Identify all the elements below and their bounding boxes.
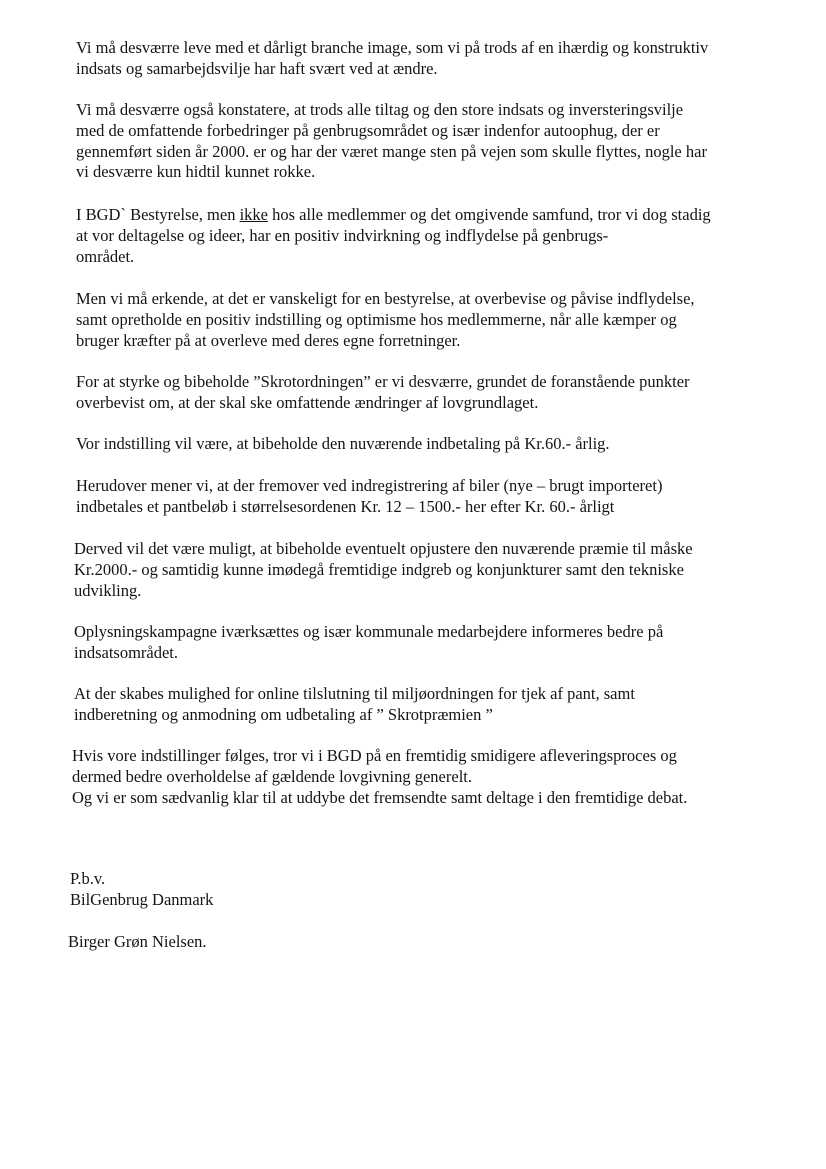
paragraph-3 [76,205,711,267]
paragraph-line: Derved vil det være muligt, at bibeholde eventuelt opjustere den nuværende præmie til måske [74,539,693,558]
paragraph-10 [74,684,635,726]
signature-organization: BilGenbrug Danmark [70,890,214,909]
paragraph-line: Vi må desværre leve med et dårligt branche image, som vi på trods af en ihærdig og konstruktiv [76,38,709,57]
signature-closing: P.b.v. [70,869,106,888]
paragraph-line: gennemført siden år 2000. er og har der været mange sten på vejen som skulle flyttes, nogle har [76,141,707,161]
paragraph-text: I BGD` Bestyrelse, men [76,205,240,224]
paragraph-line: Og vi er som sædvanlig klar til at uddybe det fremsendte samt deltage i den fremtidige debat. [72,787,688,807]
paragraph-text: hos alle medlemmer og det omgivende samfund, tror vi dog stadig [268,205,711,224]
paragraph-2 [76,100,707,183]
paragraph-line: Vi må desværre også konstatere, at trods alle tiltag og den store indsats og inversteringsvilje [76,100,684,119]
paragraph-line: overbevist om, at der skal ske omfattende ændringer af lovgrundlaget. [76,392,539,412]
paragraph-4 [76,289,695,351]
paragraph-line: Herudover mener vi, at der fremover ved indregistrering af biler (nye – brugt importeret) [76,476,663,495]
paragraph-line: dermed bedre overholdelse af gældende lovgivning generelt. [72,766,472,786]
paragraph-line: indsats og samarbejdsvilje har haft svært ved at ændre. [76,58,438,78]
paragraph-line: indbetales et pantbeløb i størrelsesordenen Kr. 12 – 1500.- her efter Kr. 60.- årligt [76,496,615,516]
paragraph-line: For at styrke og bibeholde ”Skrotordningen” er vi desværre, grundet de foranstående punkter [76,372,690,391]
paragraph-1 [76,38,708,80]
paragraph-line: at vor deltagelse og ideer, har en positiv indvirkning og indflydelse på genbrugs- [76,225,609,245]
paragraph-line: samt opretholde en positiv indstilling og optimisme hos medlemmerne, når alle kæmper og [76,309,677,329]
paragraph-8 [74,539,693,601]
paragraph-line: udvikling. [74,580,142,600]
paragraph-line: vi desværre kun hidtil kunnet rokke. [76,162,316,182]
paragraph-line: Oplysningskampagne iværksættes og især kommunale medarbejdere informeres bedre på [74,622,664,641]
paragraph-line: Hvis vore indstillinger følges, tror vi i BGD på en fremtidig smidigere afleveringsproces og [72,746,677,765]
paragraph-9 [74,622,663,664]
paragraph-line: Men vi må erkende, at det er vanskeligt for en bestyrelse, at overbevise og påvise indflydelse, [76,289,695,308]
signature-name: Birger Grøn Nielsen. [68,932,207,951]
paragraph-7 [76,476,662,518]
paragraph-line [76,205,711,226]
paragraph-line: området. [76,246,135,266]
paragraph-line: Kr.2000.- og samtidig kunne imødegå fremtidige indgreb og konjunkturer samt den tekniske [74,559,684,579]
paragraph-line: At der skabes mulighed for online tilslutning til miljøordningen for tjek af pant, samt [74,684,635,703]
paragraph-6 [76,434,610,455]
paragraph-5 [76,372,690,414]
paragraph-11 [72,746,687,808]
paragraph-line: bruger kræfter på at overleve med deres egne forretninger. [76,330,461,350]
paragraph-line: med de omfattende forbedringer på genbrugsområdet og især indenfor autoophug, der er [76,120,660,140]
paragraph-line: Vor indstilling vil være, at bibeholde den nuværende indbetaling på Kr.60.- årlig. [76,434,610,453]
paragraph-line: indberetning og anmodning om udbetaling af ” Skrotpræmien ” [74,704,493,724]
paragraph-line: indsatsområdet. [74,642,179,662]
underlined-word: ikke [239,205,269,224]
